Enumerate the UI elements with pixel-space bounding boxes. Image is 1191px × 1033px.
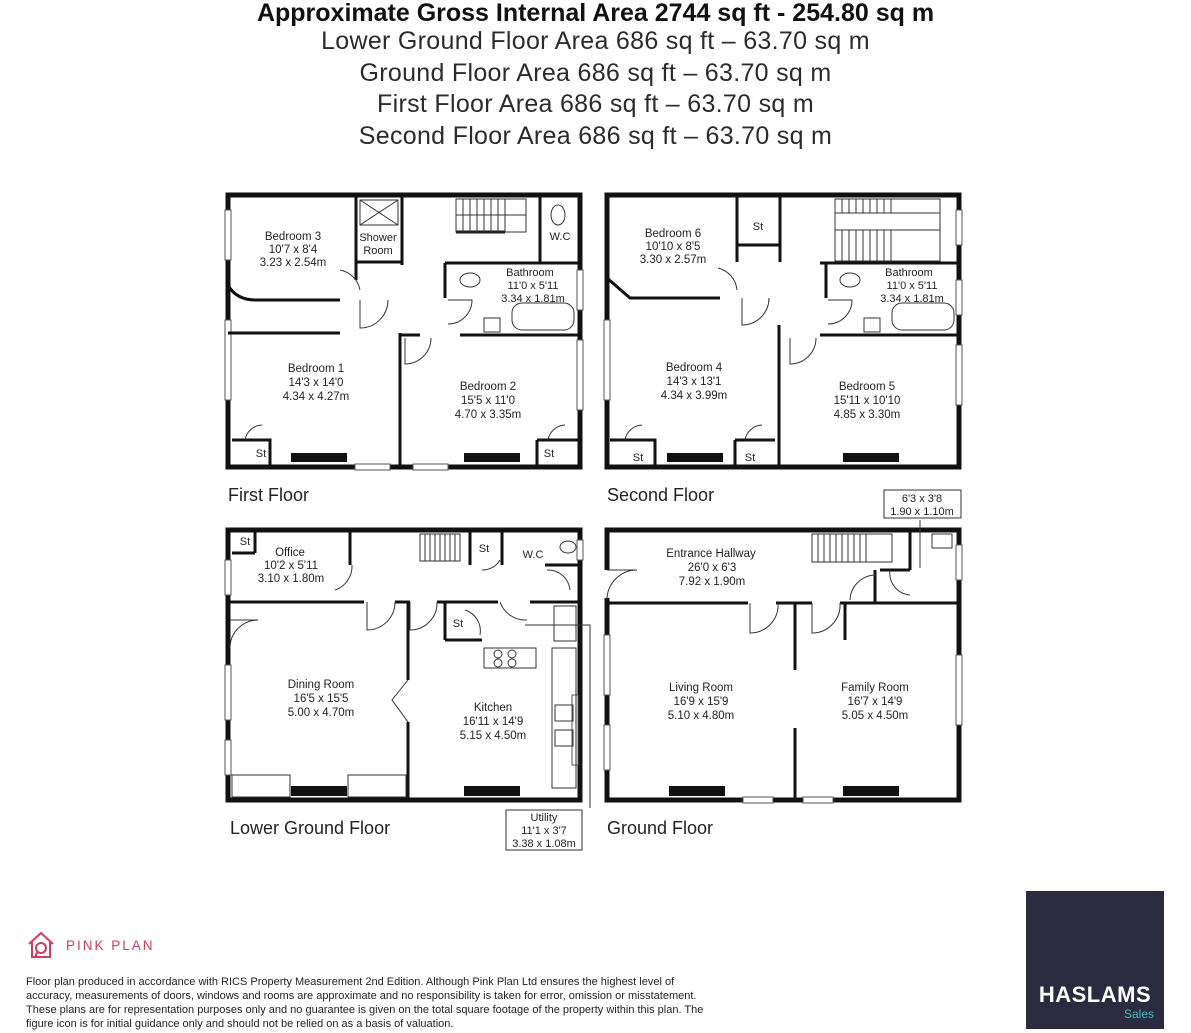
bedroom-2-metric: 4.70 x 3.35m [454, 409, 522, 421]
bedroom-1-imperial: 14'3 x 14'0 [288, 377, 344, 389]
door [718, 268, 737, 290]
bedroom-1-label: Bedroom 1 [287, 363, 345, 375]
store-label: St [452, 618, 464, 630]
agent-name: HASLAMS [1038, 982, 1152, 1007]
family-room-label: Family Room [841, 682, 909, 694]
family-room-metric: 5.05 x 4.50m [841, 710, 909, 722]
toilet [551, 205, 565, 225]
agent-sub: Sales [1123, 1007, 1154, 1021]
window [604, 635, 610, 695]
window [956, 210, 962, 245]
store-label: St [239, 536, 251, 548]
bedroom-3-label: Bedroom 3 [264, 231, 322, 243]
door [625, 425, 642, 440]
window [413, 464, 448, 470]
bifold-door [392, 680, 408, 722]
door [790, 338, 816, 364]
bathroom-imperial: 11'0 x 5'11 [886, 280, 938, 292]
pink-plan-logo-icon [26, 930, 56, 960]
kitchen-metric: 5.15 x 4.50m [459, 730, 527, 742]
ground-area: Ground Floor Area 686 sq ft – 63.70 sq m [359, 58, 832, 87]
entrance-hallway-metric: 7.92 x 1.90m [678, 576, 746, 588]
door [360, 300, 388, 328]
door [547, 570, 570, 590]
bedroom-3-imperial: 10'7 x 8'4 [268, 244, 318, 256]
utility-label: Utility [530, 812, 558, 824]
first-floor-caption: First Floor [228, 485, 309, 505]
window [577, 340, 583, 410]
bedroom-1-metric: 4.34 x 4.27m [282, 391, 350, 403]
store-label: St [255, 448, 267, 460]
door [745, 425, 762, 440]
door [850, 575, 876, 600]
radiator [843, 786, 899, 796]
utility-imperial: 11'1 x 3'7 [521, 825, 567, 837]
store-label: St [543, 448, 555, 460]
bedroom-5-label: Bedroom 5 [838, 381, 896, 393]
radiator [667, 453, 723, 462]
bedroom-4-metric: 4.34 x 3.99m [660, 390, 728, 402]
unit [348, 775, 406, 797]
window [355, 464, 390, 470]
porch-imperial: 6'3 x 3'8 [901, 493, 943, 505]
wc-label: W.C [522, 549, 544, 561]
window [225, 740, 231, 775]
kitchen-sink [555, 705, 573, 721]
wc-label: W.C [549, 231, 571, 243]
office-imperial: 10'2 x 5'11 [263, 560, 319, 572]
toilet [460, 273, 480, 287]
staircase [420, 534, 460, 561]
door [812, 603, 840, 633]
door [828, 300, 852, 324]
lower-ground-floor-caption: Lower Ground Floor [230, 818, 391, 838]
window [956, 280, 962, 315]
entrance-hallway-imperial: 26'0 x 6'3 [687, 562, 737, 574]
dining-room-label: Dining Room [287, 679, 355, 691]
agent-logo [1026, 891, 1164, 1029]
radiator [843, 453, 899, 462]
bedroom-4-imperial: 14'3 x 13'1 [666, 376, 722, 388]
window [577, 270, 583, 310]
bedroom-5-metric: 4.85 x 3.30m [833, 409, 901, 421]
living-room-label: Living Room [669, 682, 733, 694]
kitchen-sink [555, 730, 573, 746]
door [230, 620, 258, 648]
store-label: St [478, 543, 490, 555]
lower-ground-area: Lower Ground Floor Area 686 sq ft – 63.70 sq m [321, 27, 870, 55]
bathroom-imperial: 11'0 x 5'11 [507, 280, 559, 292]
ground-floor-caption: Ground Floor [607, 818, 714, 838]
lower-ground-floor-plan [225, 530, 590, 850]
kitchen-imperial: 16'11 x 14'9 [462, 716, 524, 728]
bedroom-2-label: Bedroom 2 [459, 381, 517, 393]
living-room-metric: 5.10 x 4.80m [667, 710, 735, 722]
door [405, 338, 431, 364]
window [956, 545, 962, 580]
toilet [840, 273, 860, 287]
window [743, 797, 773, 803]
sink [484, 318, 500, 332]
dining-room-imperial: 16'5 x 15'5 [293, 693, 349, 705]
door [465, 610, 480, 635]
toilet [560, 541, 576, 553]
pink-plan-brand [26, 930, 155, 960]
door [742, 298, 769, 325]
front-door [607, 570, 637, 600]
door [482, 560, 500, 570]
second-floor-area: Second Floor Area 686 sq ft – 63.70 sq m [358, 121, 833, 150]
window [604, 320, 610, 400]
window [803, 797, 833, 803]
second-floor-caption: Second Floor [607, 485, 715, 505]
internal-wall [228, 285, 340, 300]
window [956, 655, 962, 725]
ground-floor-plan [604, 490, 962, 838]
door [245, 425, 262, 440]
family-room-imperial: 16'7 x 14'9 [847, 696, 903, 708]
living-room-imperial: 16'9 x 15'9 [673, 696, 729, 708]
bedroom-3-metric: 3.23 x 2.54m [259, 257, 327, 269]
staircase [812, 534, 892, 562]
staircase [456, 199, 526, 232]
gross-area-title: Approximate Gross Internal Area 2744 sq ft - 254.80 sq m [256, 0, 935, 27]
door [448, 300, 472, 324]
bedroom-6-imperial: 10'10 x 8'5 [645, 241, 701, 253]
door [367, 602, 395, 630]
sink [864, 318, 880, 332]
shower-room-label-1: Shower [359, 232, 397, 244]
dining-room-metric: 5.00 x 4.70m [287, 707, 355, 719]
radiator [464, 453, 520, 462]
entrance-hallway-label: Entrance Hallway [666, 548, 756, 560]
door [890, 570, 910, 595]
store-label: St [744, 452, 756, 464]
door [750, 603, 778, 633]
store-label: St [752, 221, 764, 233]
bedroom-6-label: Bedroom 6 [644, 228, 702, 240]
shower-room-label-2: Room [363, 245, 393, 257]
bath [892, 303, 954, 330]
first-floor-plan [225, 195, 583, 505]
utility-metric: 3.38 x 1.08m [512, 838, 576, 850]
bathroom-metric: 3.34 x 1.81m [880, 293, 944, 305]
second-floor-plan [604, 195, 962, 505]
door [335, 565, 352, 590]
radiator [669, 786, 725, 796]
utility-sink [554, 606, 576, 641]
door [548, 425, 565, 440]
bedroom-6-metric: 3.30 x 2.57m [639, 254, 707, 266]
disclaimer: Floor plan produced in accordance with RICS Property Measurement 2nd Edition. Although Pink Plan Ltd ensures the highest level of accuracy, measurements of doors, windows and rooms are approximate and no responsibility is taken for error, omission or misstatement. These plans are for representation purposes only and no guarantee is given on the total square footage of the property within this plan. The figure icon is for initial guidance only and should not be relied on as a basis of valuation. [26, 976, 704, 1030]
brand-name: PINK PLAN [66, 937, 155, 953]
window [225, 560, 231, 595]
radiator [464, 786, 520, 796]
bedroom-2-imperial: 15'5 x 11'0 [460, 395, 516, 407]
radiator [291, 453, 347, 462]
bathroom-metric: 3.34 x 1.81m [501, 293, 565, 305]
staircase [835, 199, 940, 261]
internal-wall [607, 278, 720, 298]
unit [232, 775, 290, 797]
kitchen-label: Kitchen [473, 702, 513, 714]
bedroom-5-imperial: 15'11 x 10'10 [833, 395, 901, 407]
door [500, 602, 527, 620]
window [225, 210, 231, 260]
porch-metric: 1.90 x 1.10m [890, 506, 954, 518]
bath [512, 303, 574, 330]
store-label: St [632, 452, 644, 464]
window [577, 540, 583, 560]
window [604, 725, 610, 770]
window [956, 345, 962, 405]
window [225, 665, 231, 720]
bedroom-4-label: Bedroom 4 [665, 362, 723, 374]
sink [932, 534, 952, 548]
door [410, 602, 437, 630]
bathroom-label: Bathroom [506, 267, 554, 279]
bathroom-label: Bathroom [885, 267, 933, 279]
radiator [291, 786, 347, 796]
first-floor-area: First Floor Area 686 sq ft – 63.70 sq m [377, 90, 814, 118]
office-metric: 3.10 x 1.80m [257, 573, 325, 585]
office-label: Office [275, 547, 305, 559]
